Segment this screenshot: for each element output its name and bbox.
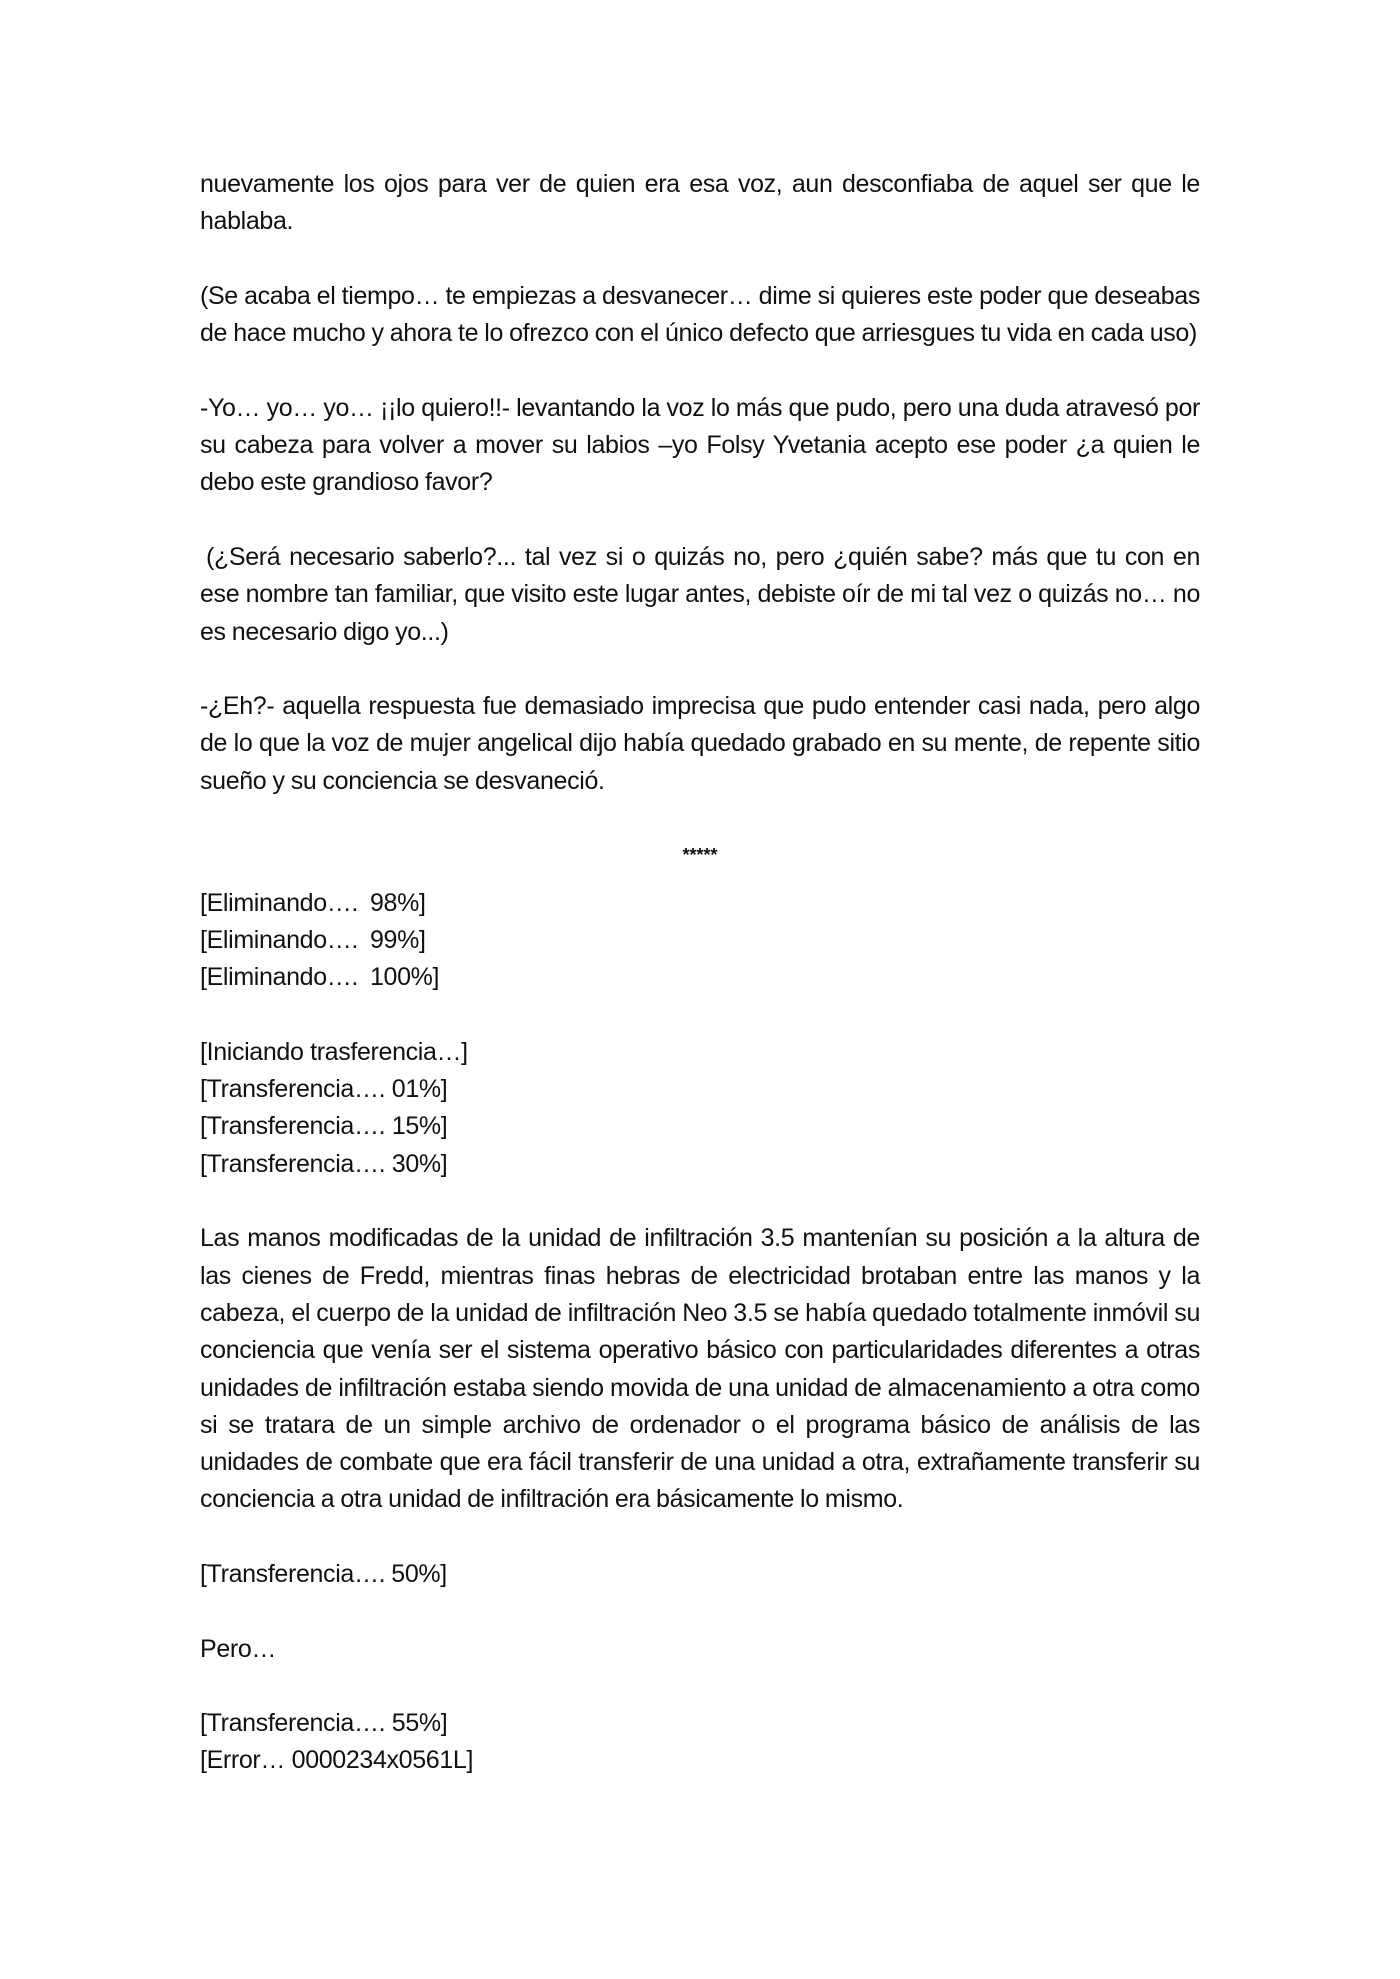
document-page: [200, 166, 1200, 1817]
status-line: [200, 922, 1200, 959]
error-line: [Error… 0000234x0561L]: [200, 1746, 474, 1775]
paragraph-5: -¿Eh?- aquella respuesta fue demasiado imprecisa que pudo entender casi nada, pero algo de lo que la voz de mujer angelical dijo había quedado grabado en su mente, de repente sitio sueño y su conciencia se desvaneció.: [200, 692, 1200, 795]
status-line: [Transferencia…. 15%]: [200, 1112, 448, 1141]
eliminando-status-block: [200, 885, 1200, 997]
status-line: [Transferencia…. 30%]: [200, 1149, 448, 1178]
status-line-transfer-50: [Transferencia…. 50%]: [200, 1559, 447, 1588]
status-label: [Eliminando….: [200, 963, 359, 992]
final-status-block: [200, 1705, 1200, 1780]
status-line: [Transferencia…. 01%]: [200, 1075, 448, 1104]
status-line: [Iniciando trasferencia…]: [200, 1037, 468, 1066]
paragraph-pero: Pero…: [200, 1634, 277, 1663]
status-value: 100%]: [370, 963, 440, 992]
paragraph-3: -Yo… yo… yo… ¡¡lo quiero!!- levantando la voz lo más que pudo, pero una duda atravesó por su cabeza para volver a mover su labios –yo Folsy Yvetania acepto ese poder ¿a quien le debo este grandioso favor?: [200, 393, 1200, 497]
paragraph-main: Las manos modificadas de la unidad de infiltración 3.5 mantenían su posición a la altura de las cienes de Fredd, mientras finas hebras de electricidad brotaban entre las manos y la cabeza, el cuerpo de la unidad de infiltración Neo 3.5 se había quedado totalmente inmóvil su conciencia que venía ser el sistema operativo básico con particularidades diferentes a otras unidades de infiltración estaba siendo movida de una unidad de almacenamiento a otra como si se tratara de un simple archivo de ordenador o el programa básico de análisis de las unidades de combate que era fácil transferir de una unidad a otra, extrañamente transferir su conciencia a otra unidad de infiltración era básicamente lo mismo.: [200, 1224, 1200, 1514]
status-value: 98%]: [370, 888, 426, 917]
status-line: [200, 885, 1200, 922]
status-label: [Eliminando….: [200, 888, 359, 917]
paragraph-4: (¿Será necesario saberlo?... tal vez si o quizás no, pero ¿quién sabe? más que tu con en ese nombre tan familiar, que visito este lugar antes, debiste oír de mi tal vez o quizás no… no es necesario digo yo...): [200, 542, 1200, 646]
status-line: [Transferencia…. 55%]: [200, 1709, 448, 1738]
section-separator: *****: [682, 845, 718, 866]
status-line: [200, 959, 1200, 996]
transferencia-status-block: [200, 1034, 1200, 1183]
status-value: 99%]: [370, 925, 426, 954]
paragraph-2: (Se acaba el tiempo… te empiezas a desvanecer… dime si quieres este poder que deseabas de hace mucho y ahora te lo ofrezco con el único defecto que arriesgues tu vida en cada uso): [200, 281, 1200, 348]
status-label: [Eliminando….: [200, 925, 359, 954]
paragraph-1: nuevamente los ojos para ver de quien era esa voz, aun desconfiaba de aquel ser que le hablaba.: [200, 170, 1200, 236]
